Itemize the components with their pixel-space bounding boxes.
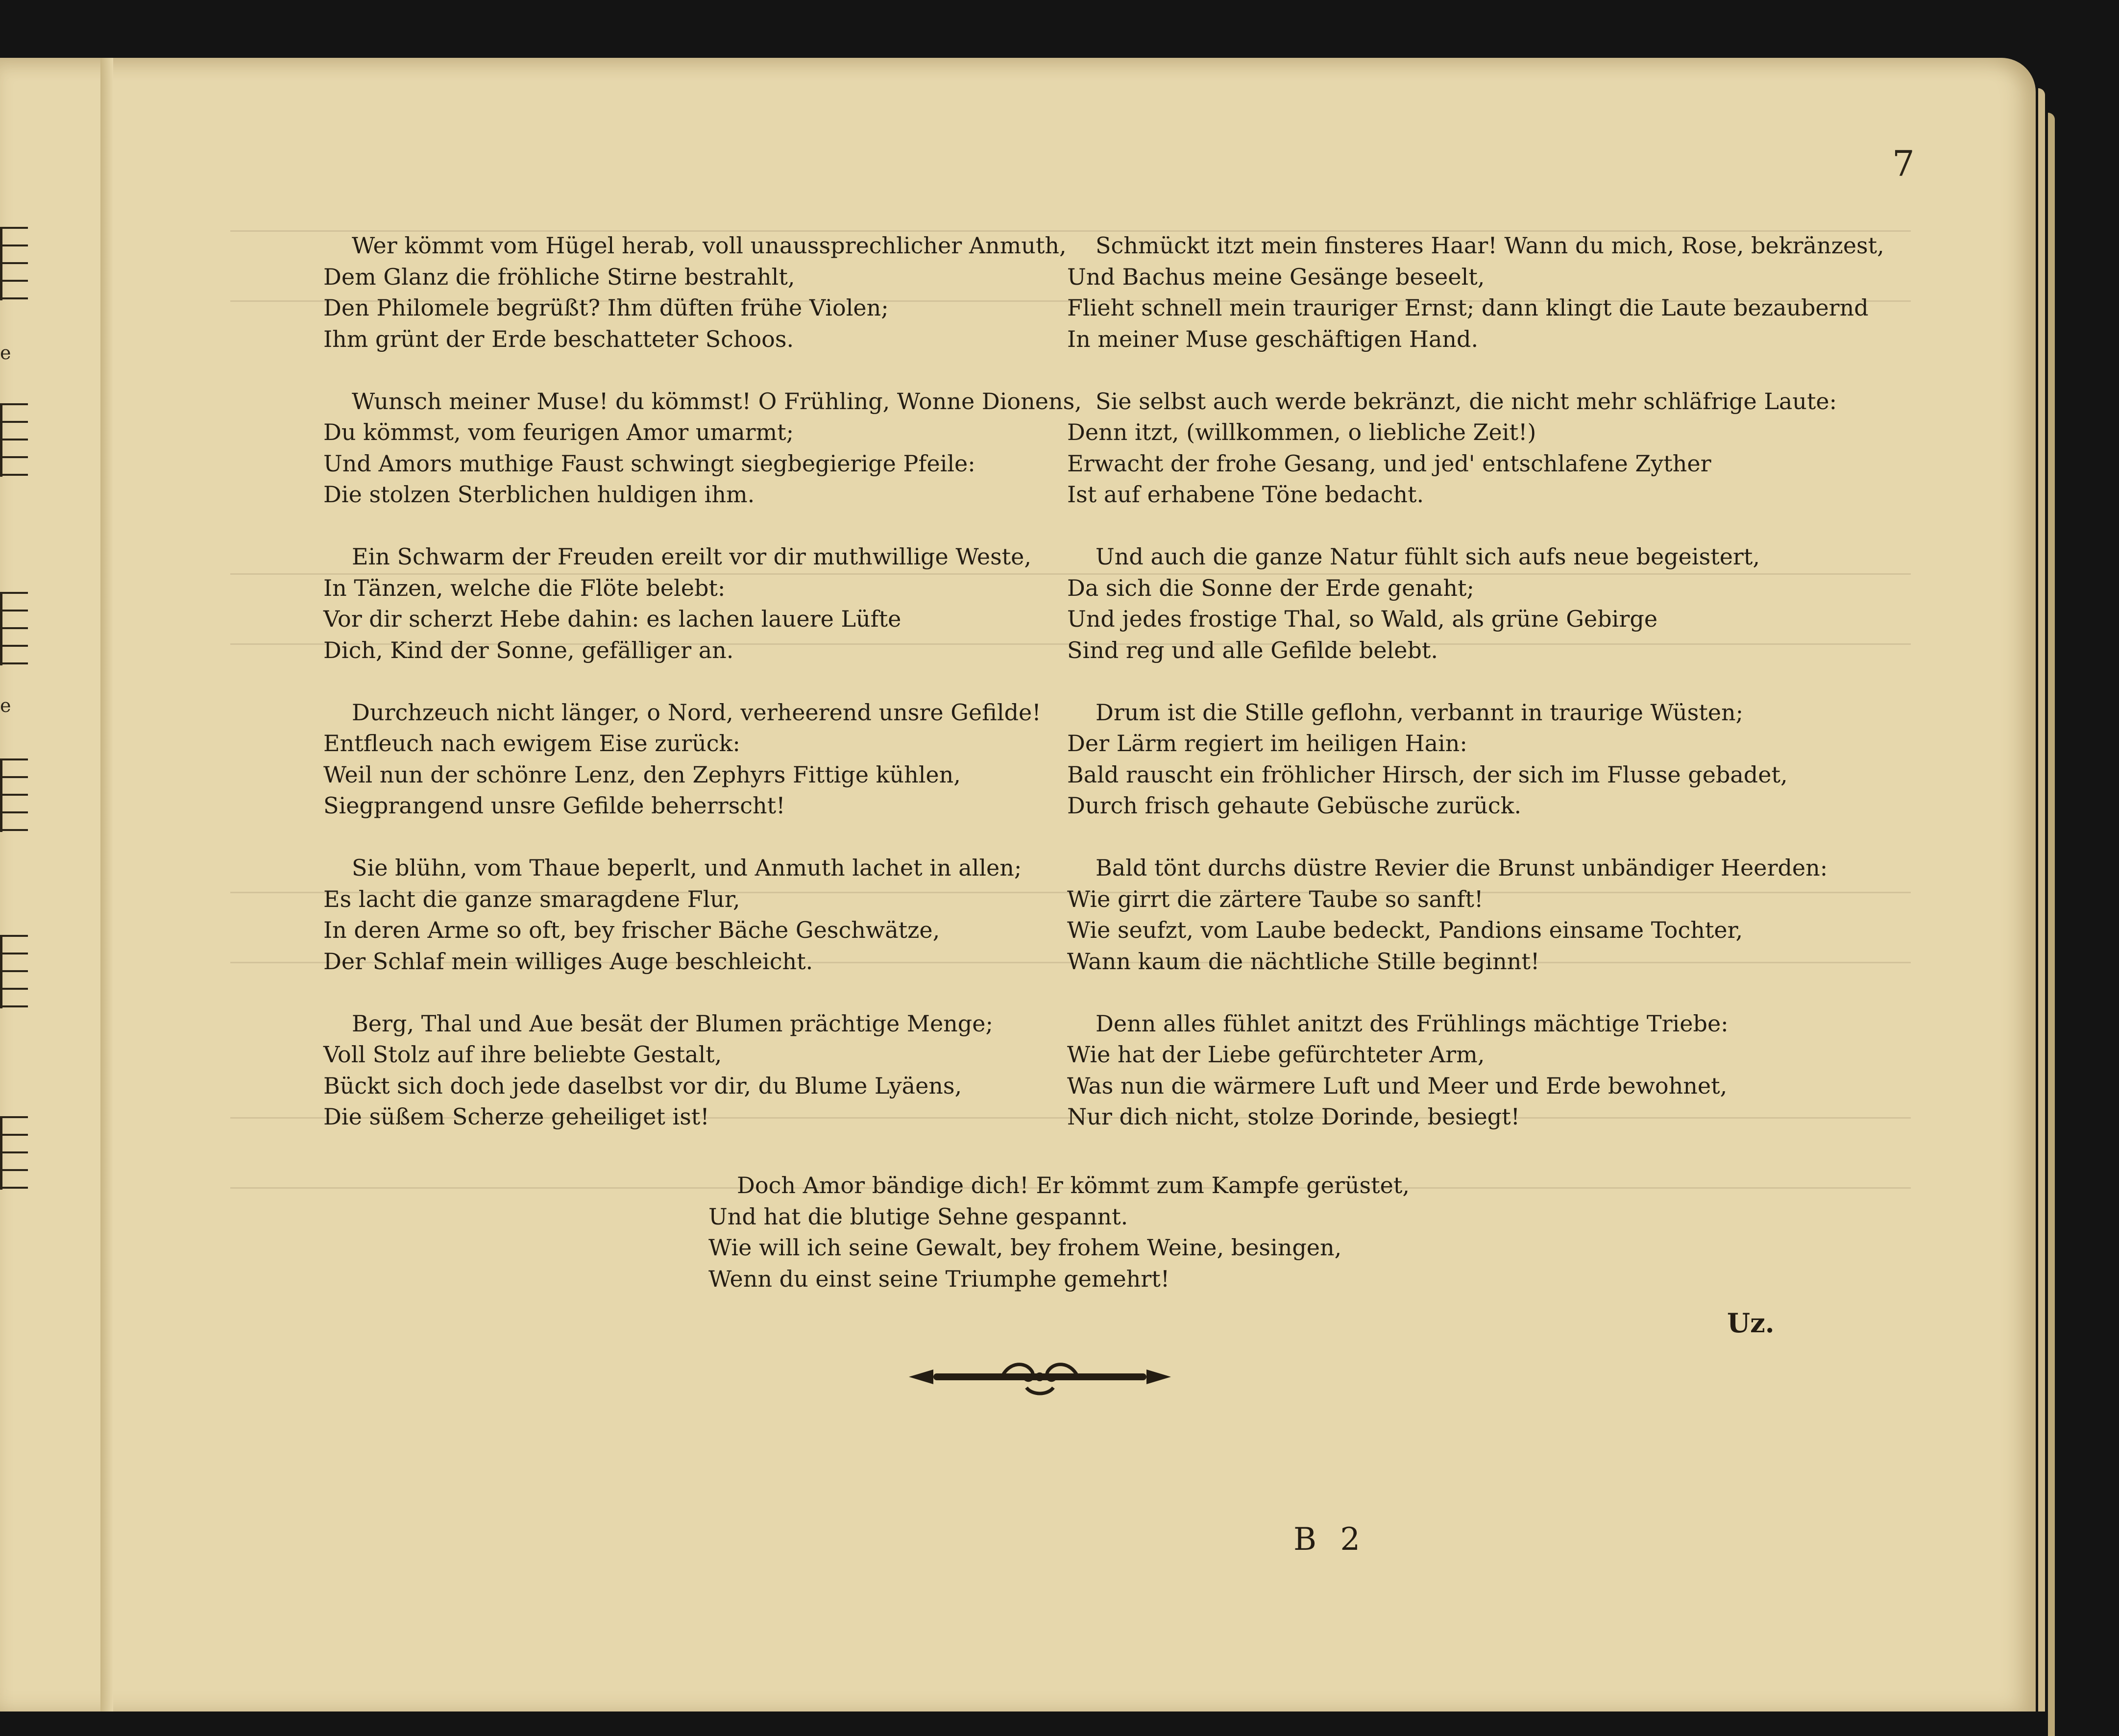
poem-line: Der Schlaf mein williges Auge beschleicht.: [323, 948, 813, 975]
stanza: [323, 697, 1082, 822]
poem-line: Was nun die wärmere Luft und Meer und Erde bewohnet,: [1067, 1072, 1728, 1099]
poem-line: Wie seufzt, vom Laube bedeckt, Pandions einsame Tochter,: [1067, 917, 1743, 943]
stanza: [1067, 697, 1884, 822]
staff-fragment-letter: e: [0, 342, 11, 364]
poem-line: Du kömmst, vom feurigen Amor umarmt;: [323, 419, 794, 445]
poem-line: Ist auf erhabene Töne bedacht.: [1067, 481, 1424, 508]
stanza: [1067, 853, 1884, 977]
previous-page-fragment: [0, 58, 103, 1712]
music-staff-icon: [0, 1116, 28, 1190]
poem-line: Sie blühn, vom Thaue beperlt, und Anmuth lachet in allen;: [352, 855, 1022, 881]
poem-line: Wunsch meiner Muse! du kömmst! O Frühling, Wonne Dionens,: [352, 388, 1082, 415]
poem-line: Sind reg und alle Gefilde belebt.: [1067, 636, 1438, 663]
page-edge: [2038, 88, 2045, 1712]
poem-line: Bückt sich doch jede daselbst vor dir, du Blume Lyäens,: [323, 1072, 962, 1099]
poem-line: In meiner Muse geschäftigen Hand.: [1067, 325, 1479, 352]
stanza: [1067, 386, 1884, 511]
poem-line: Dich, Kind der Sonne, gefälliger an.: [323, 636, 734, 663]
poem-line: Wer kömmt vom Hügel herab, voll unaussprechlicher Anmuth,: [352, 232, 1067, 259]
poem-line: Und Amors muthige Faust schwingt siegbegierige Pfeile:: [323, 450, 975, 477]
poem-line: Die stolzen Sterblichen huldigen ihm.: [323, 481, 755, 508]
poem-line: Bald tönt durchs düstre Revier die Brunst unbändiger Heerden:: [1096, 855, 1828, 881]
stanza: [323, 230, 1082, 355]
poem-line: Es lacht die ganze smaragdene Flur,: [323, 885, 740, 912]
poem-line: Erwacht der frohe Gesang, und jed' entschlafene Zyther: [1067, 450, 1711, 477]
music-staff-icon: [0, 758, 28, 832]
scroll-ornament-icon: [904, 1357, 1176, 1396]
music-staff-icon: [0, 227, 28, 300]
left-poem-column: [323, 230, 1082, 1164]
poem-line: Wie girrt die zärtere Taube so sanft!: [1067, 885, 1484, 912]
right-poem-column: [1067, 230, 1884, 1164]
poem-line: Entfleuch nach ewigem Eise zurück:: [323, 730, 740, 757]
poem-line: Sie selbst auch werde bekränzt, die nicht mehr schläfrige Laute:: [1096, 388, 1837, 415]
poem-line: Bald rauscht ein fröhlicher Hirsch, der sich im Flusse gebadet,: [1067, 761, 1788, 788]
poem-line: Drum ist die Stille geflohn, verbannt in traurige Wüsten;: [1096, 699, 1744, 726]
music-staff-icon: [0, 935, 28, 1008]
poem-line: Da sich die Sonne der Erde genaht;: [1067, 574, 1475, 601]
stanza: [1067, 541, 1884, 666]
stanza: [323, 541, 1082, 666]
signature-mark: B 2: [1293, 1521, 1367, 1558]
author-name: Uz.: [1727, 1307, 1775, 1339]
poem-line: Denn itzt, (willkommen, o liebliche Zeit!): [1067, 419, 1536, 445]
poem-line: Durchzeuch nicht länger, o Nord, verheerend unsre Gefilde!: [352, 699, 1041, 726]
poem-line: Dem Glanz die fröhliche Stirne bestrahlt,: [323, 263, 795, 290]
poem-line: Ihm grünt der Erde beschatteter Schoos.: [323, 325, 794, 352]
stanza: [1067, 1008, 1884, 1133]
poem-line: Wie hat der Liebe gefürchteter Arm,: [1067, 1041, 1485, 1068]
poem-line: Nur dich nicht, stolze Dorinde, besiegt!: [1067, 1103, 1520, 1130]
poem-line: Und hat die blutige Sehne gespannt.: [708, 1203, 1128, 1230]
poem-line: Und jedes frostige Thal, so Wald, als grüne Gebirge: [1067, 606, 1658, 632]
final-stanza: [708, 1170, 1410, 1295]
poem-line: Voll Stolz auf ihre beliebte Gestalt,: [323, 1041, 722, 1068]
poem-line: Wie will ich seine Gewalt, bey frohem Weine, besingen,: [708, 1234, 1342, 1261]
poem-line: Und Bachus meine Gesänge beseelt,: [1067, 263, 1485, 290]
poem-line: Vor dir scherzt Hebe dahin: es lachen lauere Lüfte: [323, 606, 901, 632]
page-edge-back: [2048, 113, 2055, 1736]
poem-line: Doch Amor bändige dich! Er kömmt zum Kampfe gerüstet,: [737, 1172, 1410, 1198]
poem-line: In deren Arme so oft, bey frischer Bäche Geschwätze,: [323, 917, 940, 943]
poem-line: Und auch die ganze Natur fühlt sich aufs neue begeistert,: [1096, 543, 1760, 570]
poem-line: Denn alles fühlet anitzt des Frühlings mächtige Triebe:: [1096, 1010, 1729, 1037]
poem-line: In Tänzen, welche die Flöte belebt:: [323, 574, 726, 601]
poem-line: Schmückt itzt mein finsteres Haar! Wann du mich, Rose, bekränzest,: [1096, 232, 1884, 259]
poem-line: Wann kaum die nächtliche Stille beginnt!: [1067, 948, 1540, 975]
poem-line: Siegprangend unsre Gefilde beherrscht!: [323, 792, 785, 819]
stanza: [323, 386, 1082, 511]
poem-line: Weil nun der schönre Lenz, den Zephyrs Fittige kühlen,: [323, 761, 961, 788]
page-number: 7: [1892, 143, 1915, 184]
poem-line: Die süßem Scherze geheiliget ist!: [323, 1103, 709, 1130]
stanza: [323, 853, 1082, 977]
music-staff-icon: [0, 403, 28, 477]
poem-line: Berg, Thal und Aue besät der Blumen prächtige Menge;: [352, 1010, 993, 1037]
poem-line: Der Lärm regiert im heiligen Hain:: [1067, 730, 1467, 757]
staff-fragment-letter: e: [0, 695, 11, 716]
stanza: [1067, 230, 1884, 355]
poem-line: Den Philomele begrüßt? Ihm düften frühe Violen;: [323, 294, 889, 321]
poem-line: Wenn du einst seine Triumphe gemehrt!: [708, 1265, 1170, 1292]
poem-line: Ein Schwarm der Freuden ereilt vor dir muthwillige Weste,: [352, 543, 1032, 570]
stanza: [323, 1008, 1082, 1133]
poem-line: Flieht schnell mein trauriger Ernst; dann klingt die Laute bezaubernd: [1067, 294, 1869, 321]
poem-line: Durch frisch gehaute Gebüsche zurück.: [1067, 792, 1522, 819]
music-staff-icon: [0, 592, 28, 665]
